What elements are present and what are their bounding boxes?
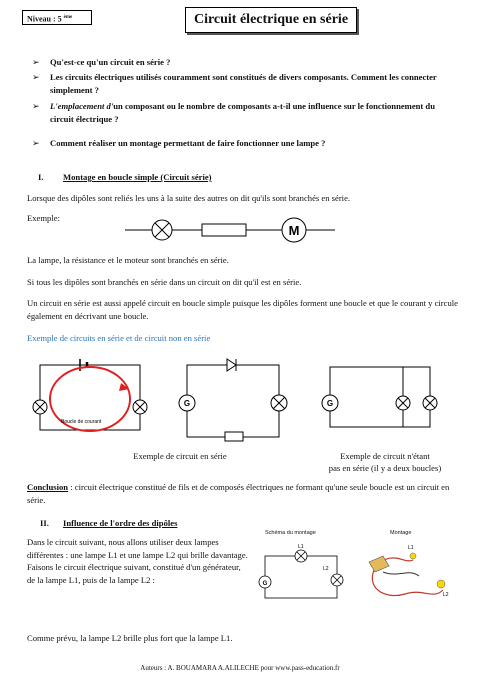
examples-title: Exemple de circuits en série et de circuit non en série bbox=[27, 333, 211, 343]
question-2: ➢ Les circuits électriques utilisés couramment sont constitués de divers composants. Comment les connecter simplement ? bbox=[50, 71, 450, 97]
question-1: ➢ Qu'est-ce qu'un circuit en série ? bbox=[50, 56, 450, 69]
montage-title: Montage bbox=[390, 530, 412, 536]
para-3: Un circuit en série est aussi appelé circuit en boucle simple puisque les dipôles forment une boucle et que le courant y circule également en décrivant une boucle. bbox=[27, 298, 458, 321]
page-title: Circuit électrique en série bbox=[185, 7, 357, 33]
para-2: Si tous les dipôles sont branchés en série dans un circuit on dit qu'il est en série. bbox=[27, 277, 302, 287]
section-1-title: Montage en boucle simple (Circuit série) bbox=[63, 172, 212, 182]
para-1: La lampe, la résistance et le moteur sont branchés en série. bbox=[27, 255, 229, 265]
montage-l1: L1 bbox=[408, 545, 414, 551]
result-text: Comme prévu, la lampe L2 brille plus fort que la lampe L1. bbox=[27, 633, 233, 643]
caption-non-series: Exemple de circuit n'étant pas en série (il y a deux boucles) bbox=[328, 451, 442, 473]
battery-icon bbox=[369, 556, 389, 572]
schema-generator-label: G bbox=[262, 581, 268, 587]
example-label: Exemple: bbox=[27, 213, 60, 223]
generator-label-2: G bbox=[326, 399, 334, 408]
current-loop-circuit bbox=[25, 355, 155, 440]
conclusion: Conclusion : circuit électrique constitué de fils et de composés électriques ne formant qu'une seule boucle est un circuit en série. bbox=[27, 482, 450, 505]
section-1-number: I. bbox=[38, 172, 44, 182]
question-4: ➢ Comment réaliser un montage permettant de faire fonctionner une lampe ? bbox=[50, 137, 450, 150]
section-2-text: Dans le circuit suivant, nous allons utiliser deux lampes différentes : une lampe L1 et une lampe L2 qui brille davantage. Faisons le circuit électrique suivant, constitué d'un générateur, de la lampe L1, puis de la lampe L2 : bbox=[27, 537, 248, 585]
non-series-circuit-example bbox=[318, 355, 443, 440]
montage-illustration bbox=[355, 538, 455, 610]
schema-l2: L2 bbox=[323, 566, 329, 572]
schema-title: Schéma du montage bbox=[265, 530, 316, 536]
schematic-diagram bbox=[255, 538, 350, 608]
montage-l2: L2 bbox=[443, 592, 449, 598]
section-2-title: Influence de l'ordre des dipôles bbox=[63, 518, 178, 528]
motor-label: M bbox=[288, 223, 300, 238]
caption-series: Exemple de circuit en série bbox=[133, 451, 227, 461]
section-2-number: II. bbox=[40, 518, 49, 528]
question-3: ➢ L'emplacement d'un composant ou le nombre de composants a-t-il une influence sur le fonctionnement du circuit électrique ? bbox=[50, 100, 450, 126]
schema-l1: L1 bbox=[298, 544, 304, 550]
level-box: Niveau : 5 $^{ème}$ bbox=[22, 10, 92, 25]
loop-label: Boucle de courant bbox=[61, 419, 102, 425]
footer-authors: Auteurs : A. BOUAMARA A.ALILECHE pour www.pass-education.fr bbox=[140, 664, 340, 672]
section-1-intro: Lorsque des dipôles sont reliés les uns à la suite des autres on dit qu'ils sont branchés en série. bbox=[27, 193, 351, 203]
series-example-diagram bbox=[120, 214, 340, 246]
resistor-icon bbox=[202, 224, 246, 236]
series-circuit-example bbox=[175, 355, 290, 445]
generator-label-1: G bbox=[183, 399, 191, 408]
